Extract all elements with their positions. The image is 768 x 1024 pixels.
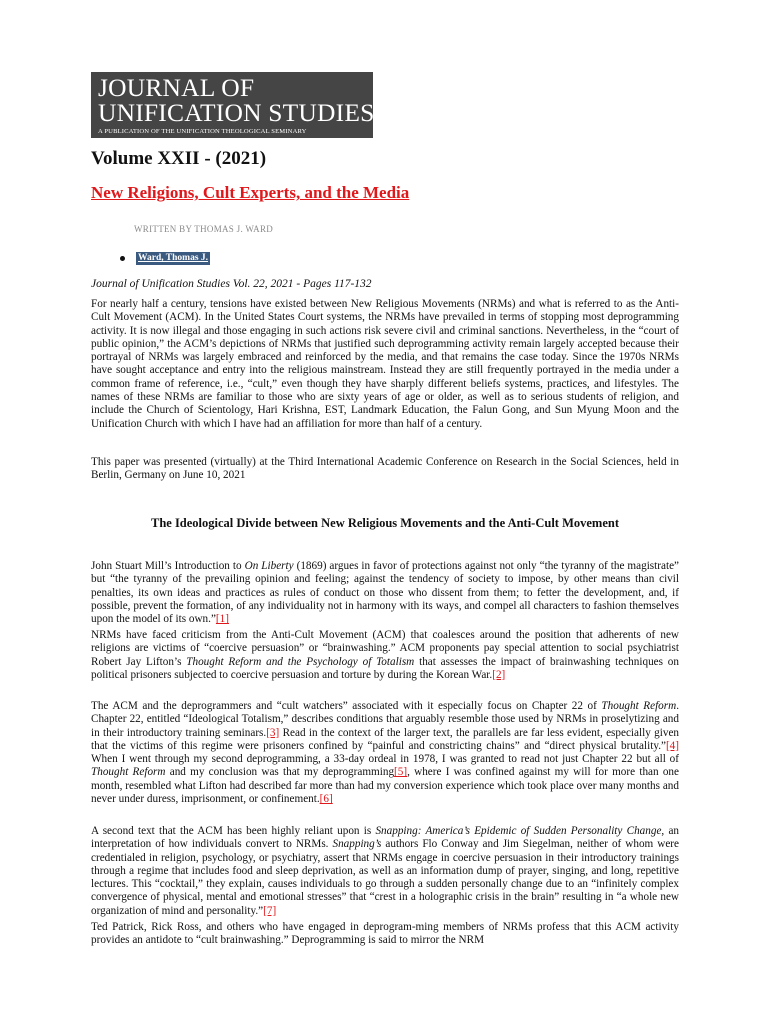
footnote-link-1[interactable]: [1] bbox=[215, 613, 229, 626]
author-tag-link[interactable]: Ward, Thomas J. bbox=[138, 253, 209, 263]
footnote-link-4[interactable]: [4] bbox=[665, 739, 679, 752]
text-span: and my conclusion was that my deprogramming bbox=[165, 766, 395, 779]
text-span: John Stuart Mill’s Introduction to bbox=[91, 560, 245, 572]
footnote-link-6[interactable]: [6] bbox=[319, 793, 333, 806]
byline: WRITTEN BY THOMAS J. WARD bbox=[134, 224, 274, 234]
footnote-link-2[interactable]: [2] bbox=[492, 668, 506, 681]
section-heading: The Ideological Divide between New Religious Movements and the Anti-Cult Movement bbox=[150, 516, 620, 530]
journal-banner-logo bbox=[91, 72, 373, 138]
text-span: NRMs have faced criticism from the Anti-Cult Movement (ACM) that coalesces around the position that adherents of new religions are victims of “coercive persuasion” or “brainwashing.” ACM proponents pay special attention to social psychiatrist Robert Jay Lifton’s bbox=[91, 629, 679, 668]
volume-heading: Volume XXII - (2021) bbox=[91, 148, 267, 169]
text-span: When I went through my second deprogramming, a 33-day ordeal in 1978, I was granted to read not just Chapter 22 but all of bbox=[91, 753, 679, 766]
paragraph-snapping bbox=[91, 825, 679, 918]
text-span: (1869) argues in favor of protections against not only “the tyranny of the magistrate” but “the tyranny of the prevailing opinion and feeling; against the tendency of society to impose, by other means than civil penalties, its own ideas and practices as rules of conduct on those who dissent from them; to fetter the development, and, if possible, prevent the formation, of any individuality not in harmony with its ways, and compel all characters to fashion themselves upon the model of its own.” bbox=[91, 560, 679, 626]
banner-line-1: JOURNAL OF bbox=[98, 73, 255, 102]
text-span: A second text that the ACM has been highly reliant upon is bbox=[91, 825, 376, 837]
italic-title: Thought Reform bbox=[91, 766, 166, 779]
citation-line: Journal of Unification Studies Vol. 22, 2021 - Pages 117-132 bbox=[91, 278, 372, 290]
banner-line-2: UNIFICATION STUDIES bbox=[98, 98, 375, 127]
text-span: The ACM and the deprogrammers and “cult watchers” associated with it especially focus on Chapter 22 of bbox=[91, 700, 602, 712]
italic-title: Snapping: America’s Epidemic of Sudden Personality Change bbox=[375, 825, 662, 837]
author-list-item bbox=[120, 252, 210, 265]
paragraph-mill bbox=[91, 560, 679, 626]
italic-title: Thought Reform bbox=[601, 700, 677, 712]
banner-subtitle: A PUBLICATION OF THE UNIFICATION THEOLOGICAL SEMINARY bbox=[98, 128, 307, 135]
abstract-paragraph: For nearly half a century, tensions have existed between New Religious Movements (NRMs) and what is referred to as the Anti-Cult Movement (ACM). In the United States Court systems, the NRMs have prevailed in terms of stopping most deprogramming activity. It is now illegal and those engaging in such actions risk severe civil and criminal sanctions. Nevertheless, in the “court of public opinion,” the ACM’s depictions of NRMs that justified such deprogramming activity remain largely accepted because their portrayal of NRMs was largely embraced and reinforced by the media, and that remains the case today. Since the 1970s NRMs have sought acceptance and entry into the religious mainstream. Instead they are still frequently portrayed in the media under a common frame of reference, i.e., “cult,” even though they have sharply different beliefs systems, practices, and lifestyles. The names of these NRMs are familiar to those who are sixty years of age or older, as well as to serious students of religion, and include the Church of Scientology, Hari Krishna, EST, Landmark Education, the Falun Gong, and Sun Myung Moon and the Unification Church with which I have had an affiliation for more than half of a century. bbox=[91, 298, 679, 430]
text-span: authors Flo Conway and Jim Siegelman, neither of whom were credentialed in religion, psychology, or psychiatry, assert that NRMs engage in coercive persuasion in their introductory trainings through a regime that includes food and sleep deprivation, as well as an information dump of prayer, singing, and long, repetitive lectures. This “cocktail,” they explain, causes individuals to go through a sudden personally change due to an “infinitely complex convergence of physical, mental and emotional stresses” that “crest in a holographic crisis in the brain” resulting in “a whole new organization of mind and personality.” bbox=[91, 838, 679, 917]
text-span: . Chapter 22, entitled “Ideological Totalism,” describes conditions that arguably resemble those used by NRMs in proselytizing and in their introductory training seminars. bbox=[91, 700, 680, 739]
conference-note: This paper was presented (virtually) at the Third International Academic Conference on Research in the Social Sciences, held in Berlin, Germany on June 10, 2021 bbox=[91, 456, 679, 482]
text-span: , an interpretation of how individuals convert to NRMs. bbox=[91, 825, 680, 851]
paragraph-lifton bbox=[91, 629, 679, 682]
italic-title: Thought Reform and the Psychology of Totalism bbox=[186, 655, 415, 668]
text-span: Read in the context of the larger text, the parallels are far less evident, especially given that the victims of this regime were prisoners confined by “painful and constricting chains” and “direct physical brutality.” bbox=[91, 726, 680, 752]
footnote-link-3[interactable]: [3] bbox=[266, 726, 280, 739]
bullet-icon bbox=[120, 256, 125, 261]
italic-title: On Liberty bbox=[244, 560, 294, 572]
paragraph-chapter-22 bbox=[91, 700, 679, 806]
footnote-link-7[interactable]: [7] bbox=[263, 904, 277, 917]
article-title-link[interactable]: New Religions, Cult Experts, and the Media bbox=[91, 183, 410, 202]
text-span: that assesses the impact of brainwashing techniques on political prisoners subjected to coercive persuasion and torture by during the Korean War. bbox=[91, 655, 679, 681]
footnote-link-5[interactable]: [5] bbox=[394, 766, 408, 779]
italic-title: Snapping’s bbox=[332, 838, 382, 851]
paragraph-patrick: Ted Patrick, Rick Ross, and others who have engaged in deprogram-ming members of NRMs profess that this ACM activity provides an antidote to “cult brainwashing.” Deprogramming is said to mirror the NRM bbox=[91, 921, 679, 947]
text-span: , where I was confined against my will for more than one month, resembled what Lifton had described far more than had my conversion experience which took place over many months and never under duress, imprisonment, or confinement. bbox=[91, 766, 679, 806]
